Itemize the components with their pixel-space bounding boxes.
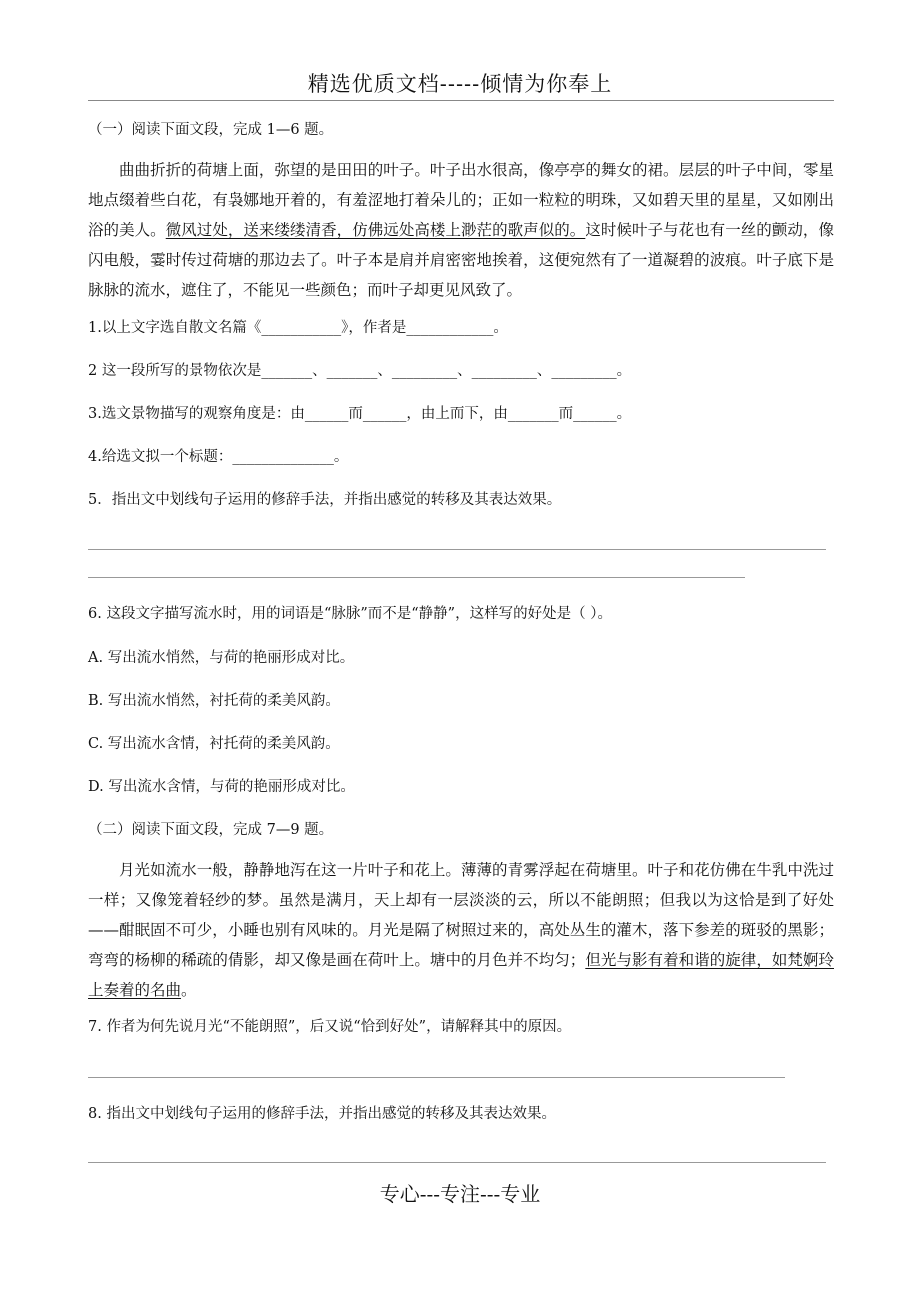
question-6-option-c: C. 写出流水含情，衬托荷的柔美风韵。 (88, 736, 340, 752)
question-6-option-a: A. 写出流水悄然，与荷的艳丽形成对比。 (88, 650, 355, 666)
question-6: 6. 这段文字描写流水时，用的词语是“脉脉”而不是“静静”，这样写的好处是（ ）。 (88, 606, 612, 622)
question-7: 7. 作者为何先说月光“不能朗照”，后又说“恰到好处”，请解释其中的原因。 (88, 1019, 572, 1035)
question-4: 4.给选文拟一个标题：______________。 (88, 449, 349, 465)
passage-1-underlined-sentence: 微风过处，送来缕缕清香，仿佛远处高楼上渺茫的歌声似的。 (165, 221, 586, 239)
passage-2-text-a: 月光如流水一般，静静地泻在这一片叶子和花上。薄薄的青雾浮起在荷塘里。叶子和花仿佛在牛乳中洗过一样；又像笼着轻纱的梦。虽然是满月，天上却有一层淡淡的云，所以不能朗照；但我以为这恰是到了好处——酣眠固不可少，小睡也别有风味的。月光是隔了树照过来的，高处丛生的灌木，落下参差的斑驳的黑影；弯弯的杨柳的稀疏的倩影，却又像是画在荷叶上。塘中的月色并不均匀； (88, 861, 834, 969)
section-2-heading: （二）阅读下面文段，完成 7—9 题。 (88, 822, 334, 838)
section-1-passage (88, 155, 834, 305)
section-2-passage (88, 855, 834, 1005)
passage-2-text-b: 。 (181, 981, 197, 999)
question-6-option-b: B. 写出流水悄然，衬托荷的柔美风韵。 (88, 693, 340, 709)
question-1: 1.以上文字选自散文名篇《___________》，作者是____________。 (88, 320, 508, 336)
answer-line-5a (88, 549, 826, 550)
question-6-option-d: D. 写出流水含情，与荷的艳丽形成对比。 (88, 779, 355, 795)
passage-1-text-b: 这时候叶子与花也有一丝的颤动，像闪电般，霎时传过荷塘的那边去了。叶子本是肩并肩密密地挨着，这便宛然有了一道凝碧的波痕。叶子底下是脉脉的流水，遮住了，不能见一些颜色；而叶子却更见风致了。 (88, 221, 834, 299)
answer-line-7 (88, 1077, 785, 1078)
page-footer-text: 专心---专注---专业 (379, 1182, 541, 1206)
passage-1-text-a: 曲曲折折的荷塘上面，弥望的是田田的叶子。叶子出水很高，像亭亭的舞女的裙。层层的叶子中间，零星地点缀着些白花，有袅娜地开着的，有羞涩地打着朵儿的；正如一粒粒的明珠，又如碧天里的星星，又如刚出浴的美人。 (88, 161, 834, 239)
passage-2-underlined-sentence: 但光与影有着和谐的旋律，如梵婀玲上奏着的名曲 (88, 951, 834, 999)
question-8: 8. 指出文中划线句子运用的修辞手法，并指出感觉的转移及其表达效果。 (88, 1106, 556, 1122)
question-2: 2 这一段所写的景物依次是_______、_______、_________、_________、_________。 (88, 363, 632, 379)
question-5: 5．指出文中划线句子运用的修辞手法，并指出感觉的转移及其表达效果。 (88, 492, 562, 508)
answer-line-8 (88, 1162, 826, 1163)
question-3: 3.选文景物描写的观察角度是：由______而______，由上而下，由_______而______。 (88, 406, 632, 422)
header-divider (88, 100, 834, 101)
section-1-heading: （一）阅读下面文段，完成 1—6 题。 (88, 122, 334, 138)
page-header-title: 精选优质文档-----倾情为你奉上 (307, 72, 613, 96)
answer-line-5b (88, 577, 745, 578)
